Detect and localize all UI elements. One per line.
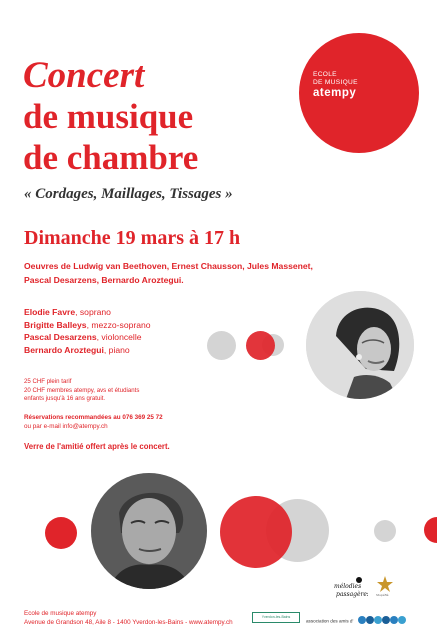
performer-role: , piano — [103, 344, 130, 355]
portrait-singer-photo — [306, 291, 414, 399]
performer-role: , mezzo-soprano — [86, 319, 151, 330]
price-item: enfants jusqu'à 16 ans gratuit. — [24, 395, 106, 402]
sponsor-logo-stupefie — [376, 575, 394, 597]
performer-item — [24, 306, 151, 319]
logo-text-de-musique: DE MUSIQUE — [313, 79, 358, 86]
svg-text:Stupéfiè: Stupéfiè — [376, 593, 389, 597]
decor-circle-red — [220, 496, 292, 568]
performer-role: , soprano — [75, 307, 111, 317]
performer-item — [24, 331, 151, 344]
performer-name: Bernardo Aroztegui — [24, 344, 104, 355]
decor-circle-red — [45, 517, 77, 549]
logo-text-atempy: atempy — [313, 87, 357, 99]
subtitle: « Cordages, Maillages, Tissages » — [24, 186, 233, 202]
sponsor-logo-yverdon: Yverdon-les-Bains — [252, 612, 300, 623]
title-line-musique: de musique — [23, 97, 194, 136]
performer-item — [24, 344, 151, 357]
title-line-concert: Concert — [23, 55, 145, 96]
price-item: 25 CHF plein tarif — [24, 378, 72, 385]
decor-circle-red — [424, 517, 437, 543]
title-line-chambre: de chambre — [23, 138, 199, 177]
portrait-cellist-photo — [91, 473, 207, 589]
footer-address[interactable]: Avenue de Grandson 48, Aile 8 - 1400 Yverdon-les-Bains - www.atempy.ch — [24, 619, 233, 626]
performers-list — [24, 306, 151, 356]
decor-circle-grey — [374, 520, 396, 542]
sponsor-logo-melodies — [332, 576, 368, 596]
decor-circle-red — [246, 331, 275, 360]
verre-amitie-note: Verre de l'amitié offert après le concert. — [24, 442, 170, 451]
price-item: 20 CHF membres atempy, avs et étudiants — [24, 386, 140, 394]
performer-name: Brigitte Balleys — [24, 319, 87, 330]
performer-role: , violoncelle — [96, 332, 142, 342]
footer-school-name: Ecole de musique atempy — [24, 610, 97, 617]
performer-name: Pascal Desarzens — [24, 332, 97, 342]
concert-date: Dimanche 19 mars à 17 h — [24, 227, 241, 249]
sponsor-logo-amis: association des amis d' — [306, 612, 408, 630]
works-list: Oeuvres de Ludwig van Beethoven, Ernest Chausson, Jules Massenet, Pascal Desarzens, Bernardo Aroztegui. — [24, 261, 313, 285]
performer-name: Elodie Favre — [24, 307, 76, 317]
reservation-email[interactable]: ou par e-mail info@atempy.ch — [24, 423, 108, 430]
svg-text:mélodies: mélodies — [334, 583, 362, 590]
reservations — [24, 413, 163, 431]
performer-item — [24, 319, 151, 332]
logo-text-ecole: ECOLE — [313, 71, 337, 78]
price-list — [24, 378, 139, 404]
reservation-phone[interactable]: Réservations recommandées au 076 369 25 72 — [24, 414, 163, 421]
svg-text:passagères: passagères — [336, 591, 368, 598]
decor-circle-grey — [207, 331, 236, 360]
